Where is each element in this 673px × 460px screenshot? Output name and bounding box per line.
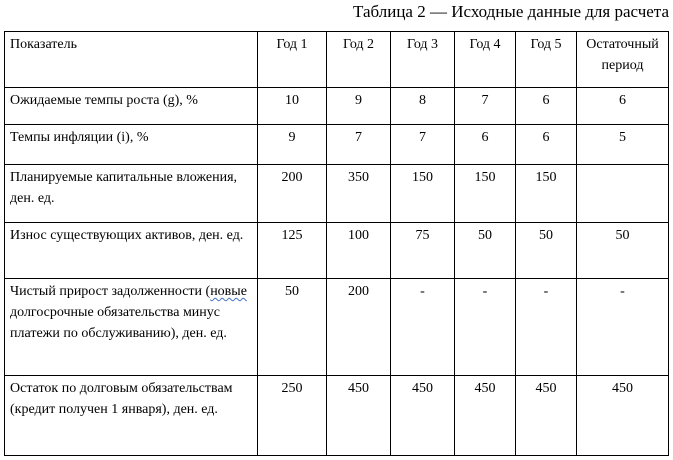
cell: 150 bbox=[391, 165, 455, 223]
cell: 450 bbox=[455, 376, 516, 456]
cell: 150 bbox=[455, 165, 516, 223]
cell: 9 bbox=[327, 88, 391, 125]
row-label-inflation: Темпы инфляции (i), % bbox=[5, 125, 258, 165]
cell: 200 bbox=[258, 165, 327, 223]
cell: 6 bbox=[516, 88, 577, 125]
cell: 50 bbox=[577, 223, 669, 279]
cell: 9 bbox=[258, 125, 327, 165]
cell: 450 bbox=[577, 376, 669, 456]
table-row bbox=[5, 88, 669, 125]
cell: 7 bbox=[327, 125, 391, 165]
cell: 250 bbox=[258, 376, 327, 456]
cell: 8 bbox=[391, 88, 455, 125]
cell: 150 bbox=[516, 165, 577, 223]
row-label-capex: Планируемые капитальные вложения, ден. ед. bbox=[5, 165, 258, 223]
table-caption: Таблица 2 — Исходные данные для расчета bbox=[353, 2, 669, 21]
cell: 125 bbox=[258, 223, 327, 279]
cell: 450 bbox=[327, 376, 391, 456]
header-row bbox=[5, 32, 669, 88]
row-label-depreciation: Износ существующих активов, ден. ед. bbox=[5, 223, 258, 279]
header-year-1: Год 1 bbox=[258, 32, 327, 88]
header-indicator: Показатель bbox=[5, 32, 258, 88]
table-row bbox=[5, 165, 669, 223]
cell: 350 bbox=[327, 165, 391, 223]
table-row bbox=[5, 223, 669, 279]
cell: 50 bbox=[516, 223, 577, 279]
cell: 100 bbox=[327, 223, 391, 279]
cell bbox=[577, 165, 669, 223]
header-residual-period: Остаточный период bbox=[577, 32, 669, 88]
spellcheck-marked-word: новые bbox=[210, 284, 247, 299]
row-label-growth: Ожидаемые темпы роста (g), % bbox=[5, 88, 258, 125]
table-row bbox=[5, 279, 669, 376]
row-label-net-debt-increase bbox=[5, 279, 258, 376]
cell: 6 bbox=[516, 125, 577, 165]
header-year-3: Год 3 bbox=[391, 32, 455, 88]
cell: 450 bbox=[391, 376, 455, 456]
cell: 200 bbox=[327, 279, 391, 376]
header-year-4: Год 4 bbox=[455, 32, 516, 88]
label-text: Чистый прирост задолженности ( bbox=[10, 284, 211, 299]
header-year-2: Год 2 bbox=[327, 32, 391, 88]
cell: 5 bbox=[577, 125, 669, 165]
cell: 10 bbox=[258, 88, 327, 125]
cell: - bbox=[577, 279, 669, 376]
cell: 50 bbox=[258, 279, 327, 376]
header-year-5: Год 5 bbox=[516, 32, 577, 88]
cell: 7 bbox=[455, 88, 516, 125]
cell: 7 bbox=[391, 125, 455, 165]
table-row bbox=[5, 125, 669, 165]
cell: 450 bbox=[516, 376, 577, 456]
cell: - bbox=[391, 279, 455, 376]
label-text: долгосрочные обязательства минус платежи по обслуживанию), ден. ед. bbox=[10, 305, 227, 341]
source-data-table bbox=[4, 31, 669, 456]
cell: 6 bbox=[455, 125, 516, 165]
row-label-debt-balance: Остаток по долговым обязательствам (кредит получен 1 января), ден. ед. bbox=[5, 376, 258, 456]
cell: 50 bbox=[455, 223, 516, 279]
cell: 75 bbox=[391, 223, 455, 279]
cell: 6 bbox=[577, 88, 669, 125]
cell: - bbox=[455, 279, 516, 376]
table-row bbox=[5, 376, 669, 456]
cell: - bbox=[516, 279, 577, 376]
